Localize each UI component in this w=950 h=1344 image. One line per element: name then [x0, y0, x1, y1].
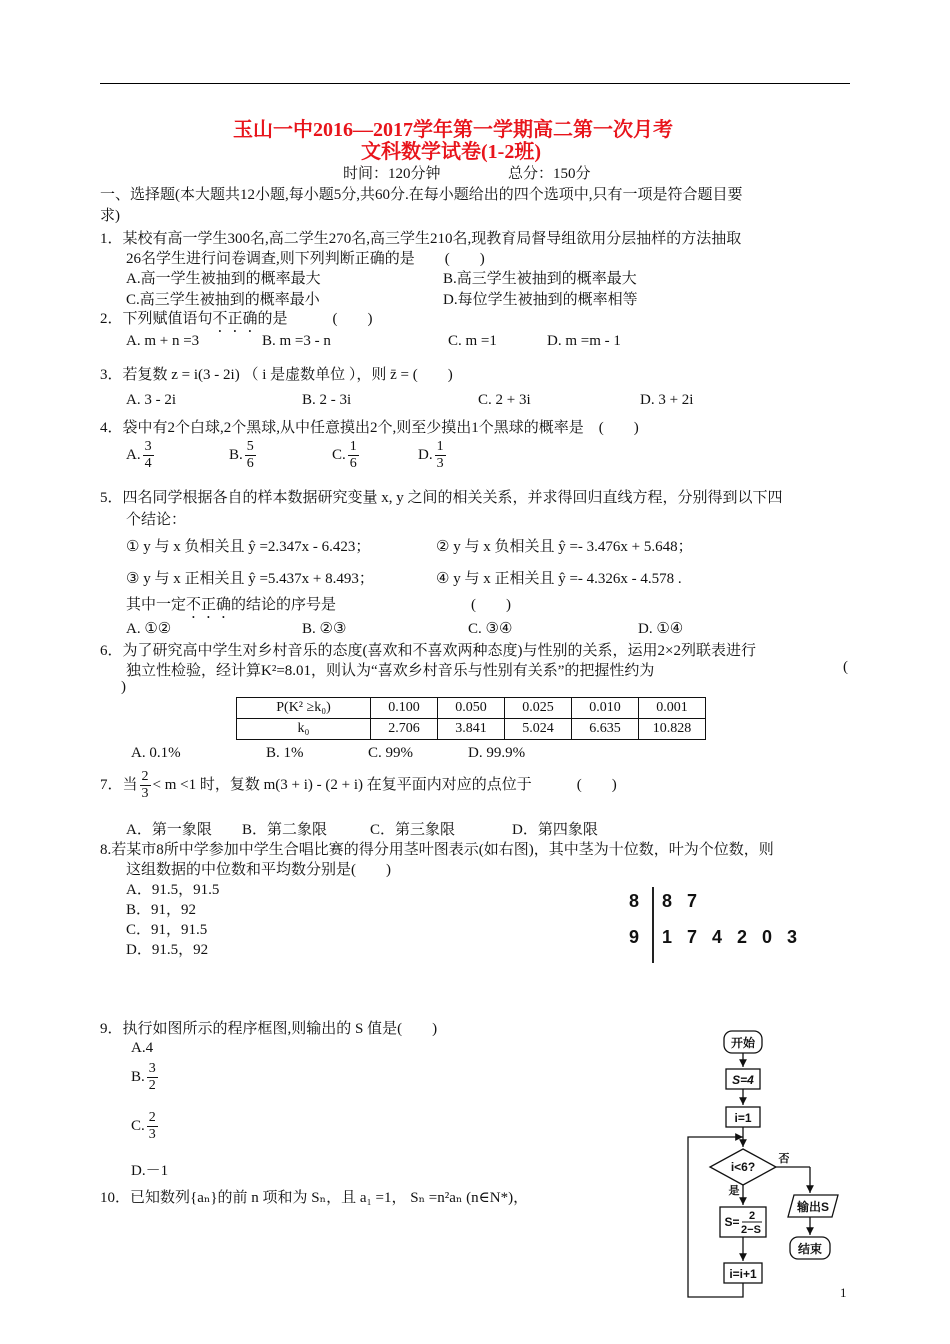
q9-b-fraction [147, 1061, 158, 1094]
table-row [237, 719, 706, 740]
q7-option-d: D．第四象限 [512, 822, 598, 838]
numerator: 2 [148, 1110, 156, 1125]
table-cell: 3.841 [438, 719, 505, 740]
q3-option-b: B. 2 - 3i [302, 392, 352, 408]
flow-assign-left: S= [724, 1215, 740, 1229]
leaf-values: 1 7 4 2 0 3 [662, 927, 798, 947]
flow-output-text: 输出S [796, 1200, 830, 1214]
q8-stem: 8.若某市8所中学参加中学生合唱比赛的得分用茎叶图表示(如右图)，其中茎为十位数，叶为个位数，则 [100, 842, 774, 858]
q5-stem-cont: 个结论： [126, 512, 187, 528]
q2-option-c: C. m =1 [448, 333, 497, 349]
q1-stem: 1．某校有高一学生300名,高二学生270名,高三学生210名,现教育局督导组欲用分层抽样的方法抽取 [100, 231, 742, 247]
q5-option-d: D. ①④ [638, 621, 684, 637]
q8-option-c: C．91，91.5 [126, 922, 208, 938]
table-cell: 6.635 [572, 719, 639, 740]
q6-option-d: D. 99.9% [468, 745, 526, 761]
flow-init-s-text: S=4 [732, 1073, 754, 1087]
q9-c-fraction [147, 1110, 158, 1143]
denominator: 6 [349, 456, 357, 471]
q5-conclusion-2: ② y 与 x 负相关且 ŷ =- 3.476x + 5.648； [436, 539, 693, 555]
q5-ask-post: 的结论的序号是 ( ) [231, 597, 512, 613]
q4-stem: 4．袋中有2个白球,2个黑球,从中任意摸出2个,则至少摸出1个黑球的概率是 ( ) [100, 420, 639, 436]
q6-option-a: A. 0.1% [131, 745, 181, 761]
q4-c-fraction [348, 439, 359, 472]
q4-option-a [126, 439, 156, 472]
q2-option-a: A. m + n =3 [126, 333, 200, 349]
q5-conclusion-1: ① y 与 x 负相关且 ŷ =2.347x - 6.423； [126, 539, 371, 555]
q9-option-a: A.4 [131, 1040, 154, 1056]
q2-stem-emphasis: 不正确 [212, 311, 258, 327]
q5-ask [126, 593, 511, 622]
flow-no-label: 否 [778, 1153, 790, 1165]
q7-stem [100, 769, 617, 802]
q6-stem: 6．为了研究高中学生对乡村音乐的态度(喜欢和不喜欢两种态度)与性别的关系，运用2×2列联表进行 [100, 643, 756, 659]
exam-subtitle: 文科数学试卷(1-2班) [361, 141, 541, 163]
section-heading-cont: 求) [100, 208, 120, 224]
flow-yes-label: 是 [728, 1185, 740, 1197]
q7-option-b: B．第二象限 [242, 822, 328, 838]
q6-stem-cont: 独立性检验，经计算K²=8.01，则认为“喜欢乡村音乐与性别有关系”的把握性约为 [126, 663, 655, 679]
q8-option-d: D．91.5，92 [126, 942, 209, 958]
q7-num: 7．当 [100, 776, 138, 793]
q4-option-b [229, 439, 258, 472]
q6-paren-open: ( [843, 659, 848, 675]
q3-stem: 3．若复数 z = i(3 - 2i) （ i 是虚数单位 ），则 z̄ = ( ) [100, 367, 453, 383]
numerator: 3 [148, 1061, 156, 1076]
denominator: 3 [436, 456, 444, 471]
q4-d-label: D. [418, 446, 433, 463]
q8-option-b: B．91，92 [126, 902, 197, 918]
table-cell: 5.024 [505, 719, 572, 740]
q9-c-label: C. [131, 1117, 145, 1134]
flow-start-text: 开始 [730, 1036, 756, 1050]
q4-b-label: B. [229, 446, 243, 463]
exam-time: 时间：120分钟 [343, 166, 441, 182]
page-number: 1 [840, 1285, 847, 1300]
q5-conclusion-4: ④ y 与 x 正相关且 ŷ =- 4.326x - 4.578 . [436, 571, 682, 587]
q3-option-a: A. 3 - 2i [126, 392, 176, 408]
q5-ask-emphasis: 不正确 [186, 597, 232, 613]
flow-condition-text: i<6? [730, 1160, 756, 1174]
q1-option-d: D.每位学生被抽到的概率相等 [443, 292, 638, 308]
q1-option-b: B.高三学生被抽到的概率最大 [443, 271, 637, 287]
q4-d-fraction [435, 439, 446, 472]
table-cell: 0.010 [572, 698, 639, 719]
table-cell: 0.100 [371, 698, 438, 719]
q6-paren-close: ) [121, 679, 126, 695]
stem-leaf-plot [620, 885, 810, 965]
section-heading: 一、选择题(本大题共12小题,每小题5分,共60分.在每小题给出的四个选项中,只有一项是符合题目要 [100, 187, 743, 203]
q1-stem-cont: 26名学生进行问卷调查,则下列判断正确的是 ( ) [126, 251, 485, 267]
q2-option-d: D. m =m - 1 [547, 333, 621, 349]
denominator: 4 [144, 456, 152, 471]
q2-option-b: B. m =3 - n [262, 333, 331, 349]
q7-option-c: C．第三象限 [370, 822, 456, 838]
q4-option-d [418, 439, 448, 472]
q1-option-a: A.高一学生被抽到的概率最大 [126, 271, 321, 287]
q9-b-label: B. [131, 1068, 145, 1085]
table-cell: 0.050 [438, 698, 505, 719]
q8-stem-cont: 这组数据的中位数和平均数分别是( ) [126, 862, 391, 878]
q5-ask-pre: 其中一定 [126, 597, 187, 613]
q3-option-d: D. 3 + 2i [640, 392, 694, 408]
table-cell: 0.025 [505, 698, 572, 719]
q9-option-c [131, 1110, 160, 1143]
flow-assign-den: 2−S [741, 1224, 761, 1236]
table-cell: 2.706 [371, 719, 438, 740]
stem-divider [652, 887, 654, 963]
q5-option-b: B. ②③ [302, 621, 347, 637]
leaf-values: 8 7 [662, 891, 698, 911]
q6-option-b: B. 1% [266, 745, 304, 761]
denominator: 6 [246, 456, 254, 471]
table-cell: k₀ [237, 719, 371, 740]
denominator: 3 [141, 786, 149, 801]
q4-a-fraction [143, 439, 154, 472]
denominator: 3 [148, 1127, 156, 1142]
q6-option-c: C. 99% [368, 745, 413, 761]
q7-option-a: A．第一象限 [126, 822, 212, 838]
q5-option-a: A. ①② [126, 621, 172, 637]
stem-value: 8 [629, 891, 640, 911]
q4-c-label: C. [332, 446, 346, 463]
flow-end-text: 结束 [797, 1242, 823, 1256]
q9-stem: 9．执行如图所示的程序框图,则输出的 S 值是( ) [100, 1021, 438, 1037]
q1-option-c: C.高三学生被抽到的概率最小 [126, 292, 320, 308]
q8-option-a: A．91.5，91.5 [126, 882, 220, 898]
stem-value: 9 [629, 927, 640, 947]
q7-fraction [140, 769, 151, 802]
q9-option-b [131, 1061, 160, 1094]
flow-init-i-text: i=1 [734, 1111, 752, 1125]
q4-option-c [332, 439, 361, 472]
denominator: 2 [148, 1078, 156, 1093]
numerator: 5 [246, 439, 254, 454]
q4-a-label: A. [126, 446, 141, 463]
q3-option-c: C. 2 + 3i [478, 392, 531, 408]
q9-option-d: D.－1 [131, 1163, 169, 1179]
q2-stem-pre: 2．下列赋值语句 [100, 311, 213, 327]
numerator: 1 [349, 439, 357, 454]
q2-stem-post: 的是 ( ) [257, 311, 373, 327]
program-flowchart [680, 1025, 850, 1305]
exam-score: 总分：150分 [508, 166, 591, 182]
q7-stem-text: < m <1 时，复数 m(3 + i) - (2 + i) 在复平面内对应的点位于 ( ) [152, 776, 617, 793]
table-cell: P(K² ≥k₀) [237, 698, 371, 719]
q5-stem: 5．四名同学根据各自的样本数据研究变量 x, y 之间的相关关系，并求得回归直线方程，分别得到以下四 [100, 490, 783, 506]
numerator: 2 [141, 769, 149, 784]
table-row [237, 698, 706, 719]
flow-increment-text: i=i+1 [729, 1267, 757, 1281]
top-rule [100, 83, 850, 84]
numerator: 3 [144, 439, 152, 454]
q6-critical-value-table [236, 697, 706, 740]
table-cell: 0.001 [639, 698, 706, 719]
q10-stem: 10．已知数列{aₙ}的前 n 项和为 Sₙ，且 a₁ =1， Sₙ =n²aₙ (n∈N*)， [100, 1190, 529, 1206]
q2-stem [100, 307, 373, 336]
flow-assign-num: 2 [748, 1210, 756, 1222]
q4-b-fraction [245, 439, 256, 472]
numerator: 1 [436, 439, 444, 454]
table-cell: 10.828 [639, 719, 706, 740]
q5-conclusion-3: ③ y 与 x 正相关且 ŷ =5.437x + 8.493； [126, 571, 374, 587]
exam-title: 玉山一中2016—2017学年第一学期高二第一次月考 [233, 119, 673, 141]
q5-option-c: C. ③④ [468, 621, 513, 637]
